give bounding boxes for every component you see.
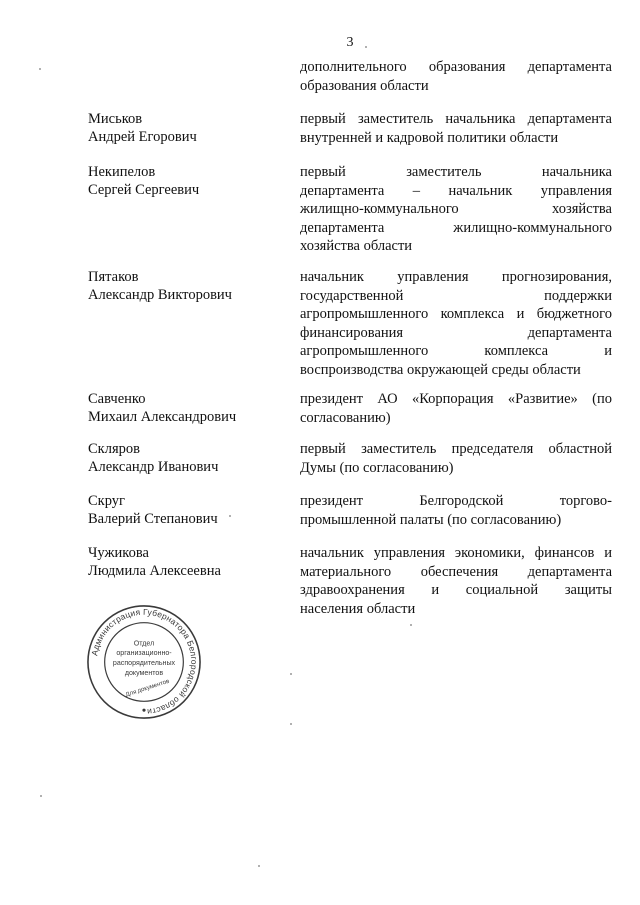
role-line: финансирования департамента bbox=[300, 324, 612, 341]
surname: Скруг bbox=[88, 493, 125, 509]
scan-speck bbox=[258, 865, 260, 867]
scan-speck bbox=[290, 673, 292, 675]
stamp-ring-text: Администрация Губернатора Белгородской области bbox=[89, 606, 200, 718]
surname: Чужикова bbox=[88, 545, 149, 561]
role-line: здравоохранения и социальной защиты bbox=[300, 582, 612, 598]
scan-speck bbox=[40, 795, 42, 797]
role-line: агропромышленного комплекса и bbox=[300, 343, 612, 359]
person-name-pyatakov bbox=[88, 268, 278, 304]
given-names: Александр Иванович bbox=[88, 459, 219, 475]
role-skrug bbox=[300, 492, 612, 529]
given-names: Александр Викторович bbox=[88, 287, 232, 303]
role-line: департамента – начальник управления bbox=[300, 182, 612, 199]
scan-speck bbox=[229, 515, 231, 517]
person-name-savchenko bbox=[88, 390, 278, 426]
role-line: хозяйства области bbox=[300, 238, 413, 254]
stamp-center-line: распорядительных bbox=[112, 658, 176, 667]
role-line: внутренней и кадровой политики области bbox=[300, 129, 559, 146]
role-sklyarov bbox=[300, 440, 612, 477]
person-name-nekipelov bbox=[88, 163, 278, 199]
role-line: агропромышленного комплекса и бюджетного bbox=[300, 306, 612, 322]
surname: Миськов bbox=[88, 111, 143, 127]
given-names: Сергей Сергеевич bbox=[88, 182, 200, 198]
role-continued bbox=[300, 58, 612, 95]
role-line: департамента жилищно-коммунального bbox=[300, 219, 612, 236]
stamp-center-line: организационно- bbox=[116, 649, 172, 658]
role-line: материального обеспечения департамента bbox=[300, 563, 612, 580]
role-miskov bbox=[300, 110, 612, 147]
given-names: Михаил Александрович bbox=[88, 409, 237, 425]
role-nekipelov bbox=[300, 163, 612, 256]
role-line: дополнительного образования департамента bbox=[300, 59, 612, 75]
role-line: президент АО «Корпорация «Развитие» (по bbox=[300, 391, 612, 407]
surname: Савченко bbox=[88, 391, 146, 407]
stamp-center-line: документов bbox=[124, 668, 164, 677]
stamp-center-line: Отдел bbox=[133, 639, 155, 648]
person-name-skrug bbox=[88, 492, 278, 528]
role-line: населения области bbox=[300, 600, 416, 617]
role-line: согласованию) bbox=[300, 409, 391, 426]
role-line: жилищно-коммунального хозяйства bbox=[300, 201, 612, 217]
role-line: промышленной палаты (по согласованию) bbox=[300, 511, 562, 528]
scan-speck bbox=[410, 624, 412, 626]
role-line: государственной поддержки bbox=[300, 287, 612, 304]
role-chuzhikova bbox=[300, 544, 612, 618]
scan-speck bbox=[290, 723, 292, 725]
given-names: Валерий Степанович bbox=[88, 511, 218, 527]
role-savchenko bbox=[300, 390, 612, 427]
page-number: 3 bbox=[346, 35, 354, 50]
given-names: Андрей Егорович bbox=[88, 129, 197, 145]
role-line: первый заместитель начальника bbox=[300, 164, 612, 180]
person-name-miskov bbox=[88, 110, 278, 146]
person-name-sklyarov bbox=[88, 440, 278, 476]
role-line: президент Белгородской торгово- bbox=[300, 493, 612, 509]
role-line: начальник управления экономики, финансов и bbox=[300, 545, 612, 561]
role-line: первый заместитель председателя областной bbox=[300, 441, 612, 457]
scan-speck bbox=[39, 68, 41, 70]
role-pyatakov bbox=[300, 268, 612, 379]
role-line: начальник управления прогнозирования, bbox=[300, 269, 612, 285]
given-names: Людмила Алексеевна bbox=[88, 563, 221, 579]
person-name-chuzhikova bbox=[88, 544, 278, 580]
role-line: Думы (по согласованию) bbox=[300, 459, 454, 476]
role-line: образования области bbox=[300, 77, 429, 94]
surname: Некипелов bbox=[88, 164, 156, 180]
surname: Скляров bbox=[88, 441, 140, 457]
stamp-dot bbox=[142, 709, 145, 712]
role-line: первый заместитель начальника департамента bbox=[300, 111, 612, 127]
role-line: воспроизводства окружающей среды области bbox=[300, 361, 581, 378]
stamp-bottom-text: Для документов bbox=[124, 677, 171, 699]
official-stamp bbox=[85, 603, 203, 721]
scan-speck bbox=[365, 46, 367, 48]
surname: Пятаков bbox=[88, 269, 139, 285]
